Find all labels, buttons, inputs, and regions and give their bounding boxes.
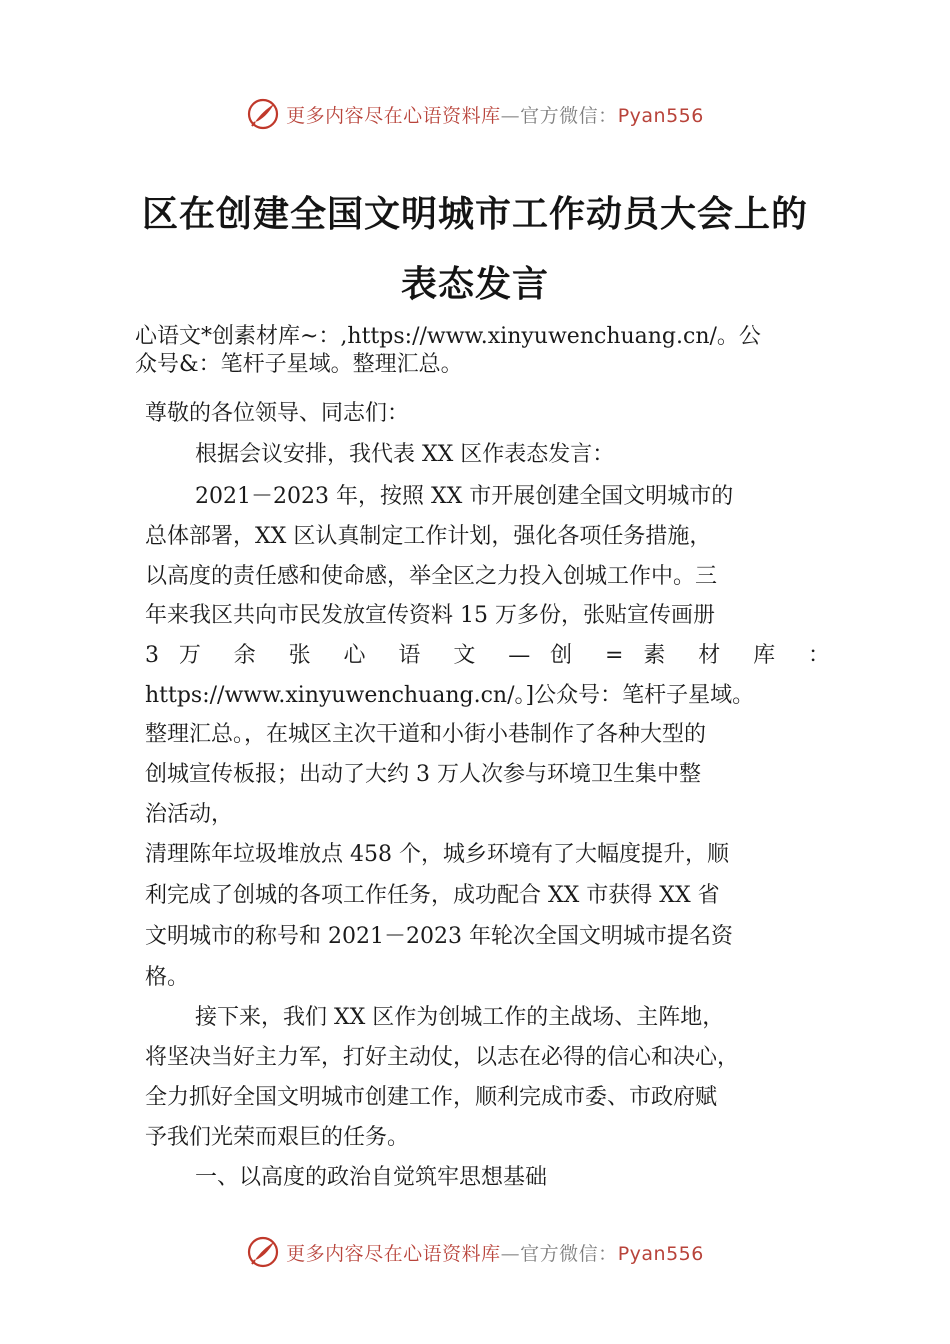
wechat-id: Pyan556 — [617, 104, 704, 127]
source-note-line2: 众号&：笔杆子星域。整理汇总。 — [135, 352, 463, 377]
source-note-line1: 心语文*创素材库~：,https://www.xinyuwenchuang.cn/。公 — [135, 324, 761, 349]
header-banner — [0, 94, 950, 134]
body-line: 创城宣传板报；出动了大约 3 万人次参与环境卫生集中整 — [145, 762, 701, 787]
body-line: 3 万 余 张 心 语 文 — 创 = 素 材 库 ： — [145, 643, 830, 668]
body-line: 清理陈年垃圾堆放点 458 个，城乡环境有了大幅度提升，顺 — [145, 842, 729, 867]
wechat-label: 官方微信： — [520, 1242, 618, 1265]
quill-logo-icon — [246, 97, 280, 131]
body-line: 文明城市的称号和 2021－2023 年轮次全国文明城市提名资 — [145, 924, 733, 949]
banner-separator: — — [500, 1242, 521, 1265]
section-heading: 一、以高度的政治自觉筑牢思想基础 — [195, 1165, 548, 1190]
body-line: 根据会议安排，我代表 XX 区作表态发言： — [195, 442, 615, 467]
wechat-id: Pyan556 — [617, 1242, 704, 1265]
body-line: 予我们光荣而艰巨的任务。 — [145, 1125, 410, 1150]
body-line: 总体部署，XX 区认真制定工作计划，强化各项任务措施， — [145, 524, 712, 549]
wechat-label: 官方微信： — [520, 104, 618, 127]
salutation: 尊敬的各位领导、同志们： — [145, 401, 410, 426]
body-line: 接下来，我们 XX 区作为创城工作的主战场、主阵地， — [195, 1005, 725, 1030]
body-line: 2021－2023 年，按照 XX 市开展创建全国文明城市的 — [195, 484, 734, 509]
body-line: 整理汇总。，在城区主次干道和小街小巷制作了各种大型的 — [145, 722, 707, 747]
body-line: 将坚决当好主力军，打好主动仗，以志在必得的信心和决心， — [145, 1045, 740, 1070]
banner-text: 更多内容尽在心语资料库 — [286, 1242, 501, 1265]
body-line: 全力抓好全国文明城市创建工作，顺利完成市委、市政府赋 — [145, 1085, 718, 1110]
body-line: 年来我区共向市民发放宣传资料 15 万多份，张贴宣传画册 — [145, 603, 715, 628]
body-line: 以高度的责任感和使命感，举全区之力投入创城工作中。三 — [145, 564, 718, 589]
document-title-line1: 区在创建全国文明城市工作动员大会上的 — [141, 193, 808, 235]
body-line: 利完成了创城的各项工作任务，成功配合 XX 市获得 XX 省 — [145, 883, 720, 908]
banner-text: 更多内容尽在心语资料库 — [286, 104, 501, 127]
banner-separator: — — [500, 104, 521, 127]
document-title-line2: 表态发言 — [400, 263, 549, 305]
body-line: 格。 — [145, 965, 190, 990]
footer-banner — [0, 1232, 950, 1272]
quill-logo-icon — [246, 1235, 280, 1269]
body-line: 治活动， — [145, 802, 234, 827]
body-line: https://www.xinyuwenchuang.cn/。]公众号：笔杆子星域。 — [145, 683, 755, 708]
